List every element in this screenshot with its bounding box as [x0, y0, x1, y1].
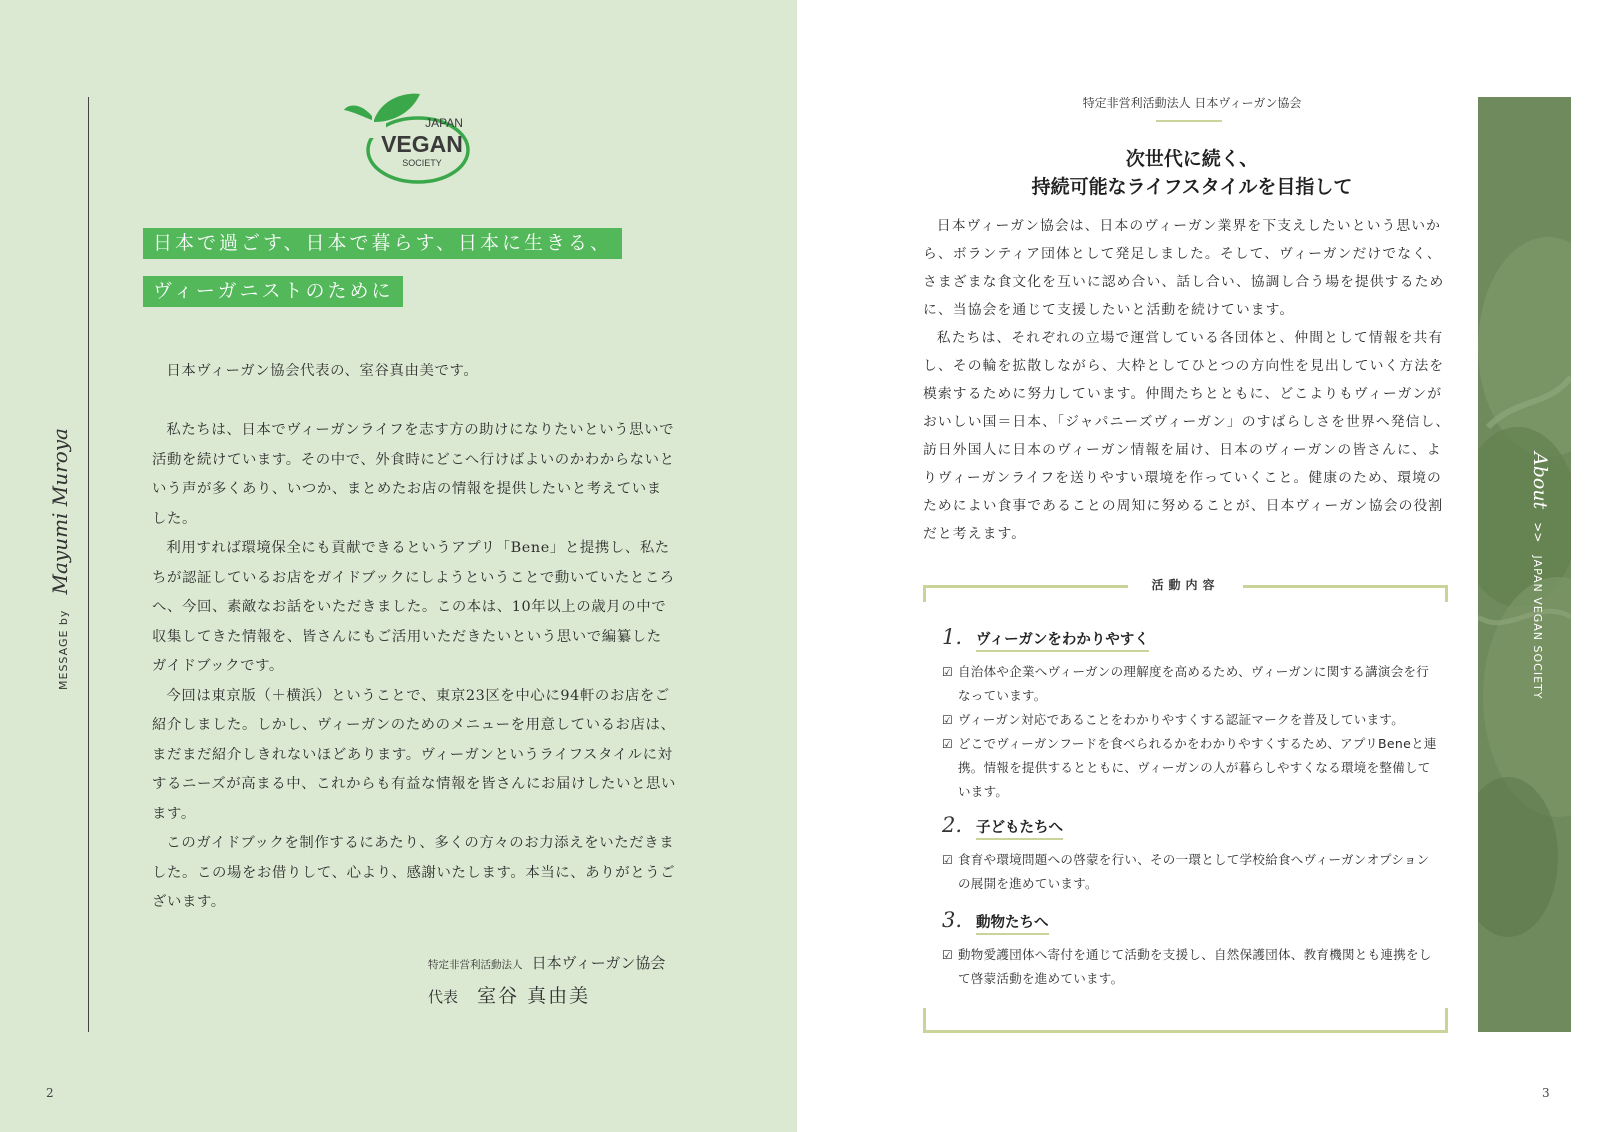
- body-paragraph-3: 利用すれば環境保全にも貢献できるというアプリ「Bene」と提携し、私たちが認証しているお店をガイドブックにしようということで動いていたところへ、今回、素敵なお話をいただきました。この本は、10年以上の歳月の中で収集してきた情報を、皆さんにもご活用いただきたいという思いで編纂したガイドブックです。: [152, 540, 675, 674]
- about-society-label: JAPAN VEGAN SOCIETY: [1531, 555, 1544, 700]
- activities-box: [923, 578, 1448, 1033]
- activity-bullet: ☑ 動物愛護団体へ寄付を通じて活動を支援し、自然保護団体、教育機関とも連携をして啓蒙活動を進めています。: [942, 943, 1437, 991]
- intro-paragraph-2: 私たちは、それぞれの立場で運営している各団体と、仲間として情報を共有し、その輪を拡散しながら、大枠としてひとつの方向性を見出していく方法を模索するために努力しています。仲間たちとともに、どこよりもヴィーガンがおいしい国＝日本、「ジャパニーズヴィーガン」のすばらしさを世界へ発信し、訪日外国人に日本のヴィーガン情報を届け、日本のヴィーガンの皆さんに、よりヴィーガンライフを送りやすい環境を作っていくこと。健康のため、環境のためによい食事であることの周知に努めることが、日本ヴィーガン協会の役割だと考えます。: [923, 330, 1451, 542]
- about-side-tab: [1478, 97, 1571, 1032]
- about-script: About: [1529, 452, 1551, 510]
- checkbox-icon: ☑: [942, 853, 954, 867]
- japan-vegan-society-logo: [344, 92, 484, 188]
- body-paragraph-5: このガイドブックを制作するにあたり、多くの方々のお力添えをいただきました。この場をお借りして、心より、感謝いたします。本当に、ありがとうございます。: [152, 835, 676, 910]
- activity-bullet: ☑ ヴィーガン対応であることをわかりやすくする認証マークを普及しています。: [942, 708, 1437, 732]
- activity-heading-2: 子どもたちへ: [976, 816, 1063, 840]
- org-label: 特定非営利活動法人 日本ヴィーガン協会: [1082, 96, 1302, 110]
- intro-paragraph-1: 日本ヴィーガン協会は、日本のヴィーガン業界を下支えしたいという思いから、ボランティア団体として発足しました。そして、ヴィーガンだけでなく、さまざまな食文化を互いに認め合い、話し合い、協調し合う場を提供するために、当協会を通じて支援したいと活動を続けています。: [923, 218, 1445, 318]
- logo-line3: SOCIETY: [402, 158, 442, 168]
- activity-number-3: 3.: [942, 908, 963, 932]
- message-by-signature: [48, 428, 72, 690]
- activity-bullet: ☑ 自治体や企業へヴィーガンの理解度を高めるため、ヴィーガンに関する講演会を行なっています。: [942, 660, 1437, 708]
- org-prefix: 特定非営利活動法人: [428, 959, 523, 971]
- activities-label: 活動内容: [1151, 578, 1220, 592]
- activity-heading-1: ヴィーガンをわかりやすく: [976, 628, 1149, 652]
- script-signature: Mayumi Muroya: [48, 428, 72, 595]
- headline-line-1: 日本で過ごす、日本で暮らす、日本に生きる、: [143, 228, 622, 259]
- representative-role: 代表: [428, 988, 459, 1006]
- checkbox-icon: ☑: [942, 665, 954, 679]
- intro-body: [923, 212, 1455, 548]
- logo-line1: JAPAN: [425, 116, 463, 130]
- body-paragraph-4: 今回は東京版（＋横浜）ということで、東京23区を中心に94軒のお店をご紹介しました。しかし、ヴィーガンのためのメニューを用意しているお店は、まだまだ紹介しきれないほどあります。ヴィーガンというライフスタイルに対するニーズが高まる中、これからも有益な情報を皆さんにお届けしたいと思います。: [152, 687, 676, 822]
- checkbox-icon: ☑: [942, 713, 954, 727]
- about-tab-text: [1529, 452, 1551, 699]
- body-paragraph-1: 日本ヴィーガン協会代表の、室谷真由美です。: [166, 363, 479, 379]
- page-title: [947, 145, 1437, 201]
- activity-item-3: [942, 908, 1437, 991]
- title-line-2: 持続可能なライフスタイルを目指して: [1031, 176, 1353, 198]
- page-number-left: 2: [46, 1086, 54, 1100]
- activity-number-1: 1.: [942, 625, 963, 649]
- headline-line-2: ヴィーガニストのために: [143, 276, 403, 307]
- message-by-label: MESSAGE by: [57, 609, 70, 690]
- activity-bullet: ☑ どこでヴィーガンフードを食べられるかをわかりやすくするため、アプリBeneと連携。情報を提供するとともに、ヴィーガンの人が暮らしやすくなる環境を整備しています。: [942, 732, 1437, 804]
- activity-number-2: 2.: [942, 813, 963, 837]
- activity-heading-3: 動物たちへ: [976, 911, 1049, 935]
- message-body: [152, 357, 676, 918]
- activity-bullet: ☑ 食育や環境問題への啓蒙を行い、その一環として学校給食へヴィーガンオプションの展開を進めています。: [942, 848, 1437, 896]
- org-underline: [1156, 120, 1222, 122]
- representative-name: 室谷 真由美: [477, 985, 591, 1007]
- page-number-right: 3: [1542, 1086, 1550, 1100]
- left-page: [0, 0, 797, 1132]
- activity-item-1: [942, 625, 1437, 804]
- double-chevron-icon: >>: [1531, 522, 1545, 543]
- body-paragraph-2: 私たちは、日本でヴィーガンライフを志す方の助けになりたいという思いで活動を続けています。その中で、外食時にどこへ行けばよいのかわからないという声が多くあり、いつか、まとめたお店の情報を提供したいと考えていました。: [152, 422, 675, 527]
- checkbox-icon: ☑: [942, 737, 954, 751]
- title-line-1: 次世代に続く、: [1125, 148, 1259, 170]
- signature-block: [428, 952, 678, 1008]
- right-page: [797, 0, 1600, 1132]
- checkbox-icon: ☑: [942, 948, 954, 962]
- org-name: 日本ヴィーガン協会: [531, 954, 666, 972]
- activity-item-2: [942, 813, 1437, 896]
- vertical-rule: [88, 97, 89, 1032]
- logo-line2: VEGAN: [381, 131, 463, 157]
